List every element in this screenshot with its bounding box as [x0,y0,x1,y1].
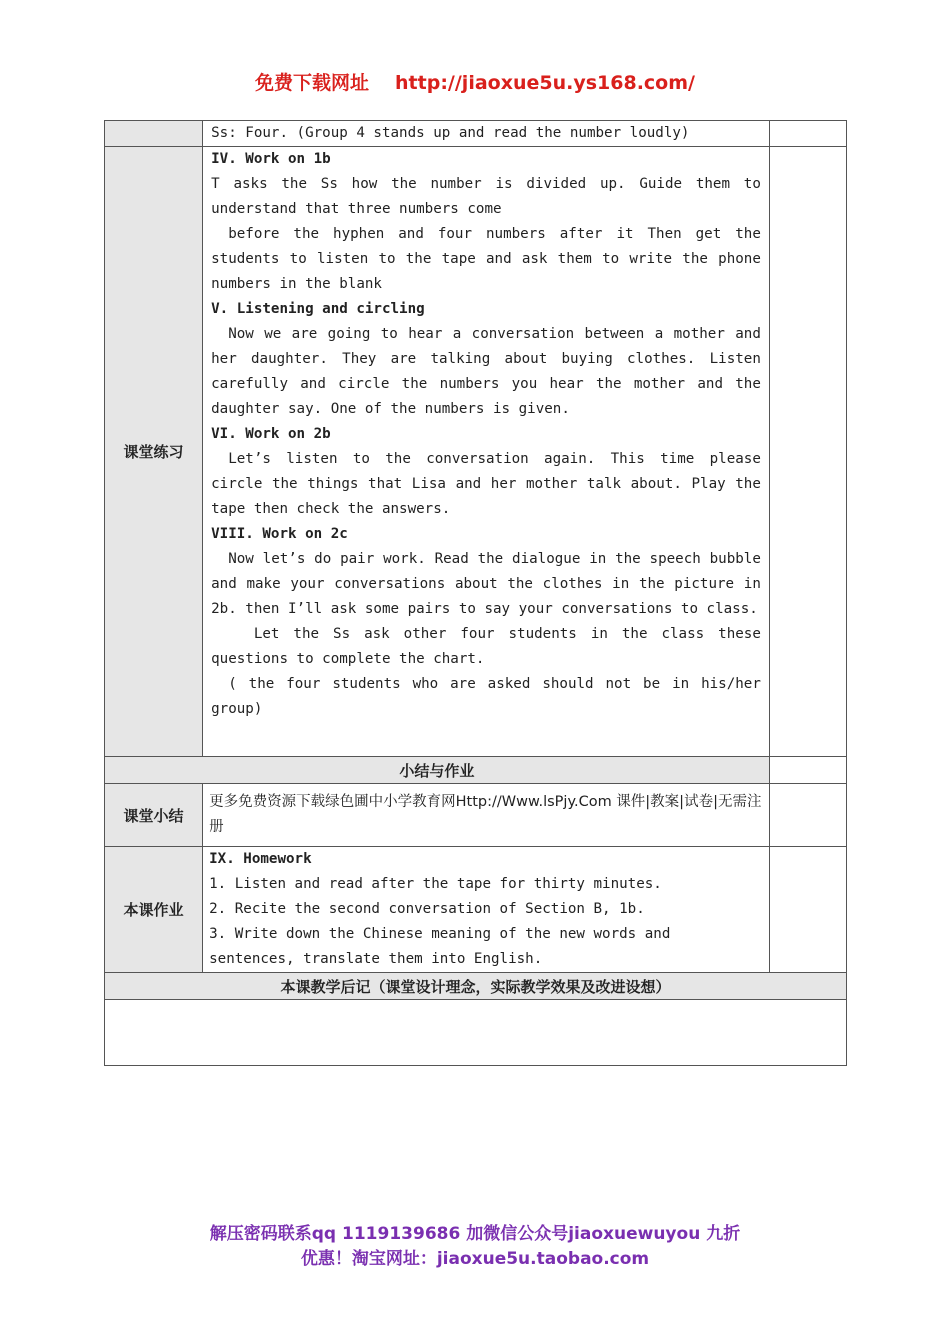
paragraph: before the hyphen and four numbers after it Then get the students to listen to the tape and ask them to write the phone numbers in the blank [211,226,761,292]
homework-title: IX. Homework [209,851,312,867]
summary-section-title: 小结与作业 [105,757,770,784]
table-row-group4 [105,121,847,147]
table-row-practice [105,147,847,757]
notes-cell [769,784,846,847]
homework-label: 本课作业 [105,847,203,973]
table-row-postscript-body [105,1000,847,1066]
summary-label: 课堂小结 [105,784,203,847]
section-title-v: V. Listening and circling [211,301,425,317]
header-site-name: 免费下载网址 [255,72,370,94]
homework-item: 3. Write down the Chinese meaning of the new words and sentences, translate them into English. [209,926,671,967]
paragraph: Let’s listen to the conversation again. This time please circle the things that Lisa and her mother talk about. Play the tape then check the answers. [211,451,761,517]
page-header [0,68,950,95]
label-cell-empty [105,121,203,147]
notes-cell [769,847,846,973]
paragraph: Now we are going to hear a conversation between a mother and her daughter. They are talking about buying clothes. Listen carefully and circle the numbers you hear the mother and the daughter say. One of the numbers is given. [211,326,761,417]
paragraph: ( the four students who are asked should not be in his/her group) [211,676,761,717]
page-footer [0,1219,950,1269]
practice-content [203,147,770,757]
postscript-title: 本课教学后记（课堂设计理念，实际教学效果及改进设想） [105,973,847,1000]
lesson-plan-table [104,120,847,1066]
paragraph: Let the Ss ask other four students in the class these questions to complete the chart. [211,626,761,667]
footer-line-2: 优惠！淘宝网址：jiaoxue5u.taobao.com [300,1249,650,1269]
table-row-postscript-header [105,973,847,1000]
homework-item: 1. Listen and read after the tape for thirty minutes. [209,876,662,892]
practice-label: 课堂练习 [105,147,203,757]
section-title-iv: IV. Work on 1b [211,151,331,167]
group4-cell [203,121,770,147]
homework-item: 2. Recite the second conversation of Section B, 1b. [209,901,645,917]
table-row-homework [105,847,847,973]
section-title-viii: VIII. Work on 2c [211,526,348,542]
footer-line-1: 解压密码联系qq 1119139686 加微信公众号jiaoxuewuyou 九折 [209,1224,741,1244]
notes-cell [769,757,846,784]
paragraph: T asks the Ss how the number is divided up. Guide them to understand that three numbers come [211,176,761,217]
notes-cell [769,147,846,757]
summary-text: 更多免费资源下载绿色圃中小学教育网Http://Www.lsPjy.Com 课件|教案|试卷|无需注册 [203,784,770,847]
paragraph: Now let’s do pair work. Read the dialogue in the speech bubble and make your conversations about the clothes in the picture in 2b. then I’ll ask some pairs to say your conversations to class. [211,551,761,617]
homework-content [203,847,770,973]
group4-text: Ss: Four. (Group 4 stands up and read the number loudly) [211,125,690,141]
postscript-body [105,1000,847,1066]
notes-cell [769,121,846,147]
section-title-vi: VI. Work on 2b [211,426,331,442]
table-row-summary [105,784,847,847]
header-site-url[interactable]: http://jiaoxue5u.ys168.com/ [395,72,695,94]
table-row-section-header [105,757,847,784]
